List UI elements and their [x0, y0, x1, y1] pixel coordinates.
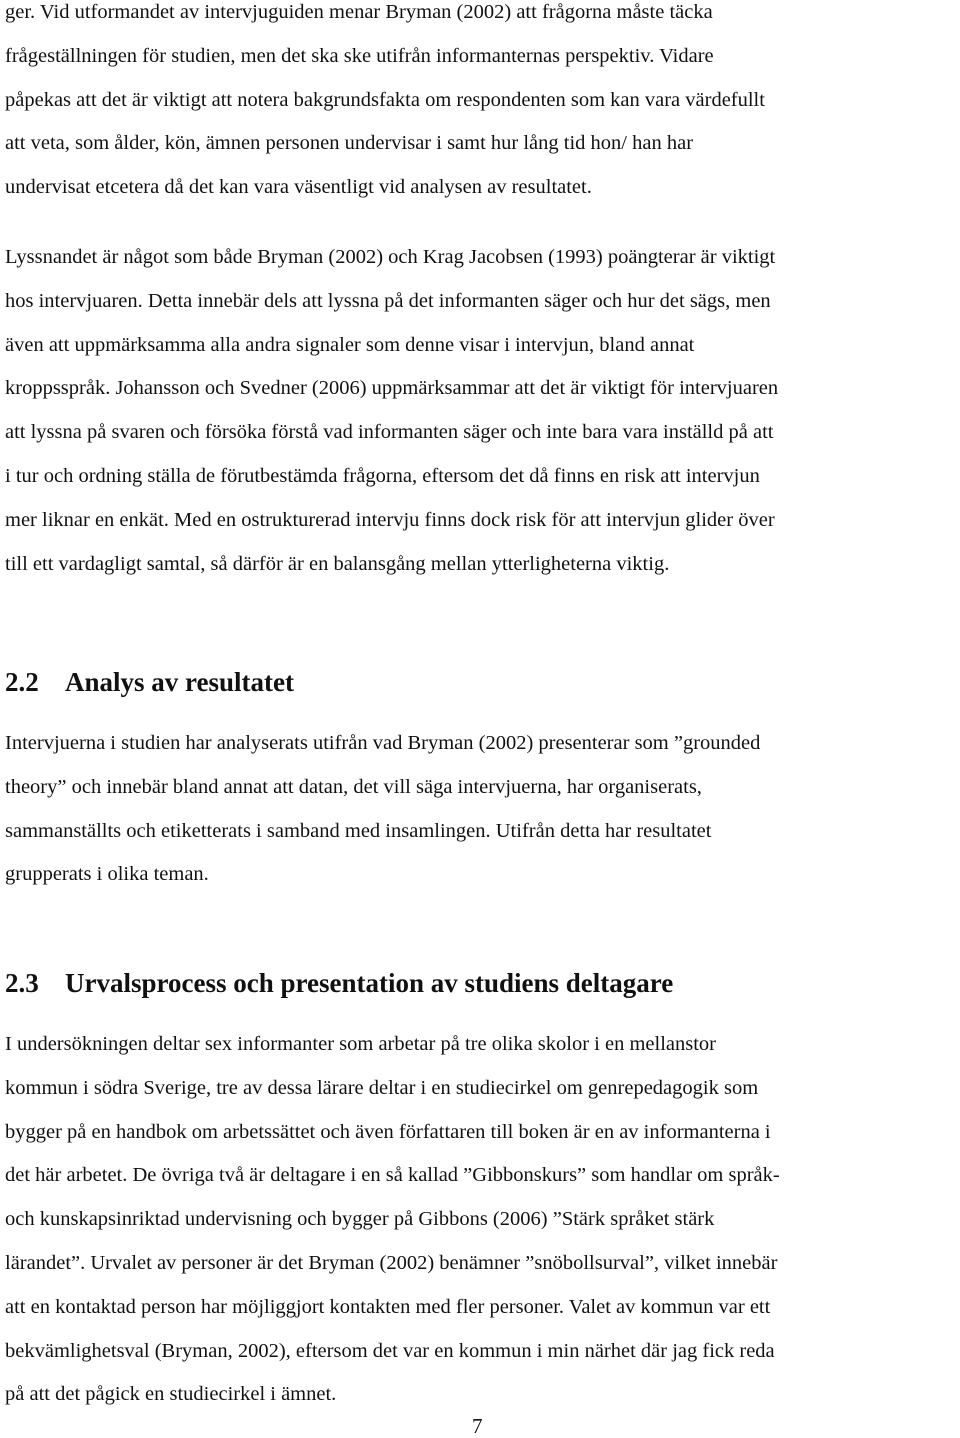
text-line: kommun i södra Sverige, tre av dessa lärare deltar i en studiecirkel om genrepedagogik som: [5, 1076, 759, 1099]
text-line: på att det pågick en studiecirkel i ämnet.: [5, 1383, 337, 1406]
section-title: Urvalsprocess och presentation av studiens deltagare: [65, 968, 674, 998]
text-line: i tur och ordning ställa de förutbestämda frågorna, eftersom det då finns en risk att intervjun: [5, 464, 760, 487]
text-line: ger. Vid utformandet av intervjuguiden menar Bryman (2002) att frågorna måste täcka: [5, 1, 713, 23]
section-heading-2-3: [5, 963, 673, 1003]
text-line: påpekas att det är viktigt att notera bakgrundsfakta om respondenten som kan vara värdefullt: [5, 88, 765, 111]
page-number: 7: [472, 1414, 483, 1438]
paragraph-selection: [5, 1023, 780, 1417]
text-line: frågeställningen för studien, men det ska ske utifrån informanternas perspektiv. Vidare: [5, 44, 714, 67]
text-line: att lyssna på svaren och försöka förstå vad informanten säger och inte bara vara inställd på att: [5, 421, 774, 444]
text-line: sammanställts och etiketterats i samband med insamlingen. Utifrån detta har resultatet: [5, 819, 712, 842]
text-line: att veta, som ålder, kön, ämnen personen undervisar i samt hur lång tid hon/ han har: [5, 132, 694, 155]
section-number: 2.2: [5, 667, 39, 697]
section-number: 2.3: [5, 968, 39, 998]
text-line: till ett vardagligt samtal, så därför är en balansgång mellan ytterligheterna viktig.: [5, 552, 670, 575]
paragraph-interview-guide: [5, 0, 765, 210]
text-line: Intervjuerna i studien har analyserats utifrån vad Bryman (2002) presenterar som ”grounded: [5, 732, 761, 754]
text-line: mer liknar en enkät. Med en ostrukturerad intervju finns dock risk för att intervjun glider över: [5, 508, 775, 531]
text-line: bekvämlighetsval (Bryman, 2002), eftersom det var en kommun i min närhet där jag fick reda: [5, 1339, 775, 1362]
text-line: undervisat etcetera då det kan vara väsentligt vid analysen av resultatet.: [5, 176, 592, 199]
text-line: hos intervjuaren. Detta innebär dels att lyssna på det informanten säger och hur det sägs, men: [5, 289, 771, 312]
text-line: det här arbetet. De övriga två är deltagare i en så kallad ”Gibbonskurs” som handlar om språk-: [5, 1164, 780, 1187]
text-line: även att uppmärksamma alla andra signaler som denne visar i intervjun, bland annat: [5, 333, 695, 356]
text-line: grupperats i olika teman.: [5, 863, 209, 886]
text-line: Lyssnandet är något som både Bryman (2002) och Krag Jacobsen (1993) poängterar är viktigt: [5, 246, 776, 268]
section-title: Analys av resultatet: [65, 667, 294, 697]
section-heading-2-2: [5, 662, 294, 702]
text-line: kroppsspråk. Johansson och Svedner (2006) uppmärksammar att det är viktigt för intervjuaren: [5, 377, 779, 400]
text-line: I undersökningen deltar sex informanter som arbetar på tre olika skolor i en mellanstor: [5, 1033, 717, 1055]
paragraph-analysis: [5, 722, 760, 897]
text-line: att en kontaktad person har möjliggjort kontakten med fler personer. Valet av kommun var ett: [5, 1295, 771, 1318]
text-line: theory” och innebär bland annat att datan, det vill säga intervjuerna, har organiserats,: [5, 775, 702, 798]
text-line: lärandet”. Urvalet av personer är det Bryman (2002) benämner ”snöbollsurval”, vilket innebär: [5, 1251, 778, 1274]
text-line: och kunskapsinriktad undervisning och bygger på Gibbons (2006) ”Stärk språket stärk: [5, 1208, 715, 1231]
paragraph-listening: [5, 236, 778, 586]
text-line: bygger på en handbok om arbetssättet och även författaren till boken är en av informanterna i: [5, 1120, 771, 1143]
